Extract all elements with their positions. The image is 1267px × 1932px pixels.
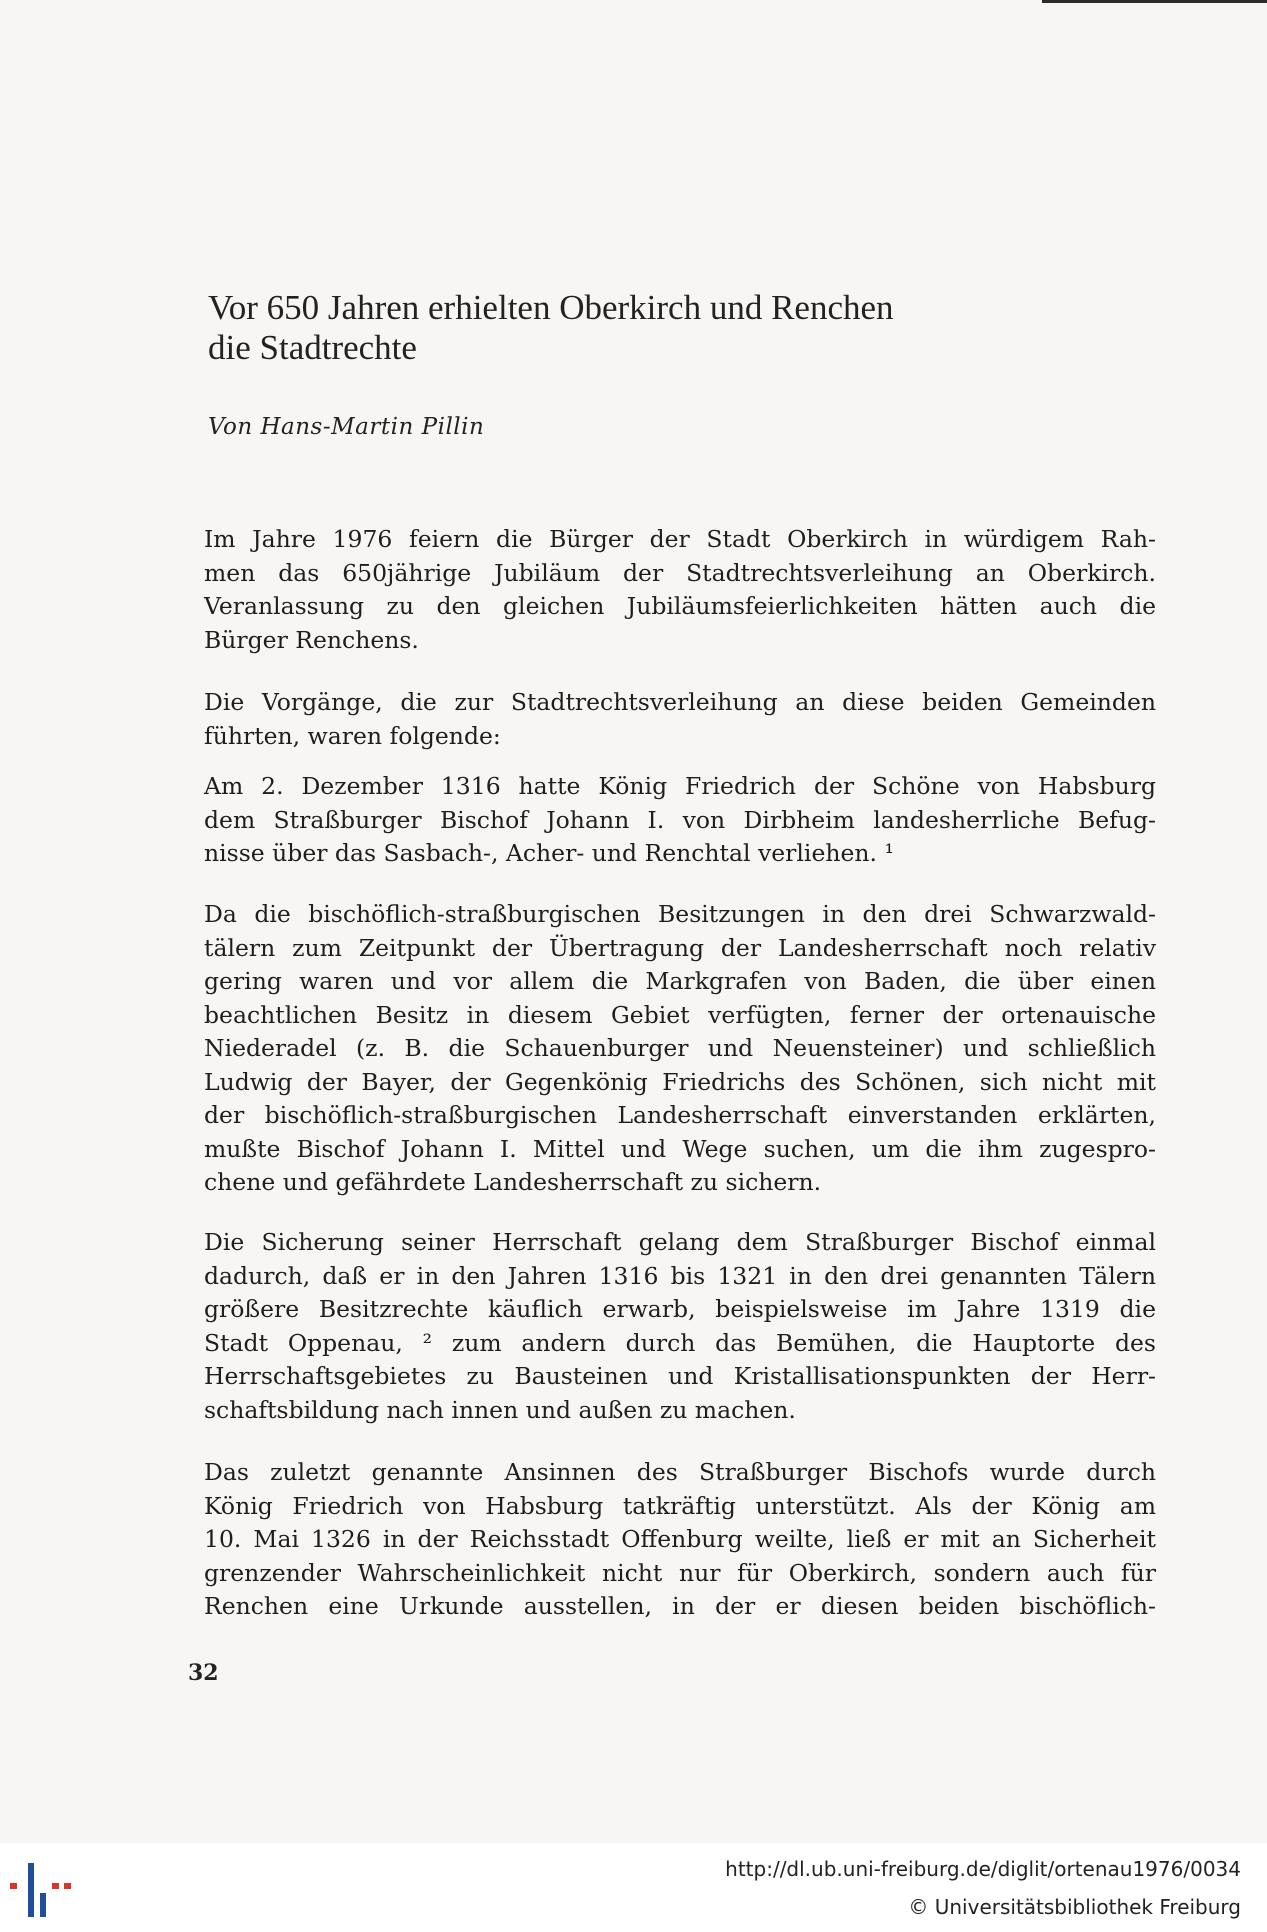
text-line: Die Vorgänge, die zur Stadtrechtsverleihung an diese beiden Gemeinden	[204, 688, 1156, 716]
text-line: schaftsbildung nach innen und außen zu machen.	[204, 1395, 796, 1424]
text-line: men das 650jährige Jubiläum der Stadtrechtsverleihung an Oberkirch.	[204, 558, 1156, 587]
text-line: Da die bischöflich-straßburgischen Besitzungen in den drei Schwarzwald-	[204, 900, 1156, 928]
title-line-2: die Stadtrechte	[208, 328, 417, 367]
logo-red-square	[64, 1883, 71, 1889]
text-line: Ludwig der Bayer, der Gegenkönig Friedrichs des Schönen, sich nicht mit	[204, 1067, 1156, 1096]
paragraph-6	[204, 1456, 1156, 1624]
paragraph-5	[204, 1226, 1156, 1427]
text-line: größere Besitzrechte käuflich erwarb, beispielsweise im Jahre 1319 die	[204, 1295, 1156, 1323]
text-line: Niederadel (z. B. die Schauenburger und Neuensteiner) und schließlich	[204, 1034, 1156, 1062]
paragraph-2	[204, 686, 1156, 753]
copyright-notice: © Universitätsbibliothek Freiburg	[908, 1895, 1241, 1919]
article-title	[208, 288, 1108, 368]
text-line: König Friedrich von Habsburg tatkräftig unterstützt. Als der König am	[204, 1491, 1156, 1520]
text-line: grenzender Wahrscheinlichkeit nicht nur für Oberkirch, sondern auch für	[204, 1558, 1156, 1587]
source-url-link[interactable]: http://dl.ub.uni-freiburg.de/diglit/ortenau1976/0034	[725, 1857, 1241, 1881]
text-line: dem Straßburger Bischof Johann I. von Dirbheim landesherrliche Befug-	[204, 805, 1156, 834]
text-line: tälern zum Zeitpunkt der Übertragung der Landesherrschaft noch relativ	[204, 933, 1156, 962]
text-line: Renchen eine Urkunde ausstellen, in der er diesen beiden bischöflich-	[204, 1592, 1156, 1620]
text-line: 10. Mai 1326 in der Reichsstadt Offenburg weilte, ließ er mit an Sicherheit	[204, 1525, 1156, 1553]
text-line: Herrschaftsgebietes zu Bausteinen und Kristallisationspunkten der Herr-	[204, 1362, 1156, 1390]
text-line: Am 2. Dezember 1316 hatte König Friedrich der Schöne von Habsburg	[204, 772, 1156, 800]
text-line: Bürger Renchens.	[204, 625, 419, 654]
text-line: Das zuletzt genannte Ansinnen des Straßburger Bischofs wurde durch	[204, 1458, 1156, 1486]
logo-red-square	[10, 1883, 17, 1889]
scan-edge-line	[1042, 0, 1267, 3]
text-line: Die Sicherung seiner Herrschaft gelang dem Straßburger Bischof einmal	[204, 1228, 1156, 1256]
logo-blue-bar	[28, 1863, 34, 1917]
paragraph-4	[204, 898, 1156, 1200]
text-line: chene und gefährdete Landesherrschaft zu sichern.	[204, 1168, 822, 1196]
text-line: beachtlichen Besitz in diesem Gebiet verfügten, ferner der ortenauische	[204, 1000, 1156, 1029]
text-line: nisse über das Sasbach-, Acher- und Renchtal verliehen. ¹	[204, 839, 894, 867]
text-line: Im Jahre 1976 feiern die Bürger der Stadt Oberkirch in würdigem Rah-	[204, 525, 1156, 553]
page-number: 32	[188, 1660, 219, 1686]
text-line: Veranlassung zu den gleichen Jubiläumsfeierlichkeiten hätten auch die	[204, 592, 1156, 620]
text-line: gering waren und vor allem die Markgrafen von Baden, die über einen	[204, 967, 1156, 995]
title-line-1: Vor 650 Jahren erhielten Oberkirch und Renchen	[208, 288, 894, 327]
text-line: der bischöflich-straßburgischen Landesherrschaft einverstanden erklärten,	[204, 1101, 1156, 1129]
text-line: dadurch, daß er in den Jahren 1316 bis 1321 in den drei genannten Tälern	[204, 1261, 1156, 1290]
text-line: führten, waren folgende:	[204, 721, 501, 750]
footer-bar	[0, 1843, 1267, 1932]
paragraph-1	[204, 523, 1156, 657]
paragraph-3	[204, 770, 1156, 871]
text-line: Stadt Oppenau, ² zum andern durch das Bemühen, die Hauptorte des	[204, 1328, 1156, 1357]
author-line: Von Hans-Martin Pillin	[208, 414, 485, 440]
text-line: mußte Bischof Johann I. Mittel und Wege suchen, um die ihm zugespro-	[204, 1134, 1156, 1163]
logo-red-square	[52, 1883, 59, 1889]
ub-freiburg-logo-icon	[6, 1857, 76, 1923]
logo-blue-bar	[40, 1893, 46, 1917]
